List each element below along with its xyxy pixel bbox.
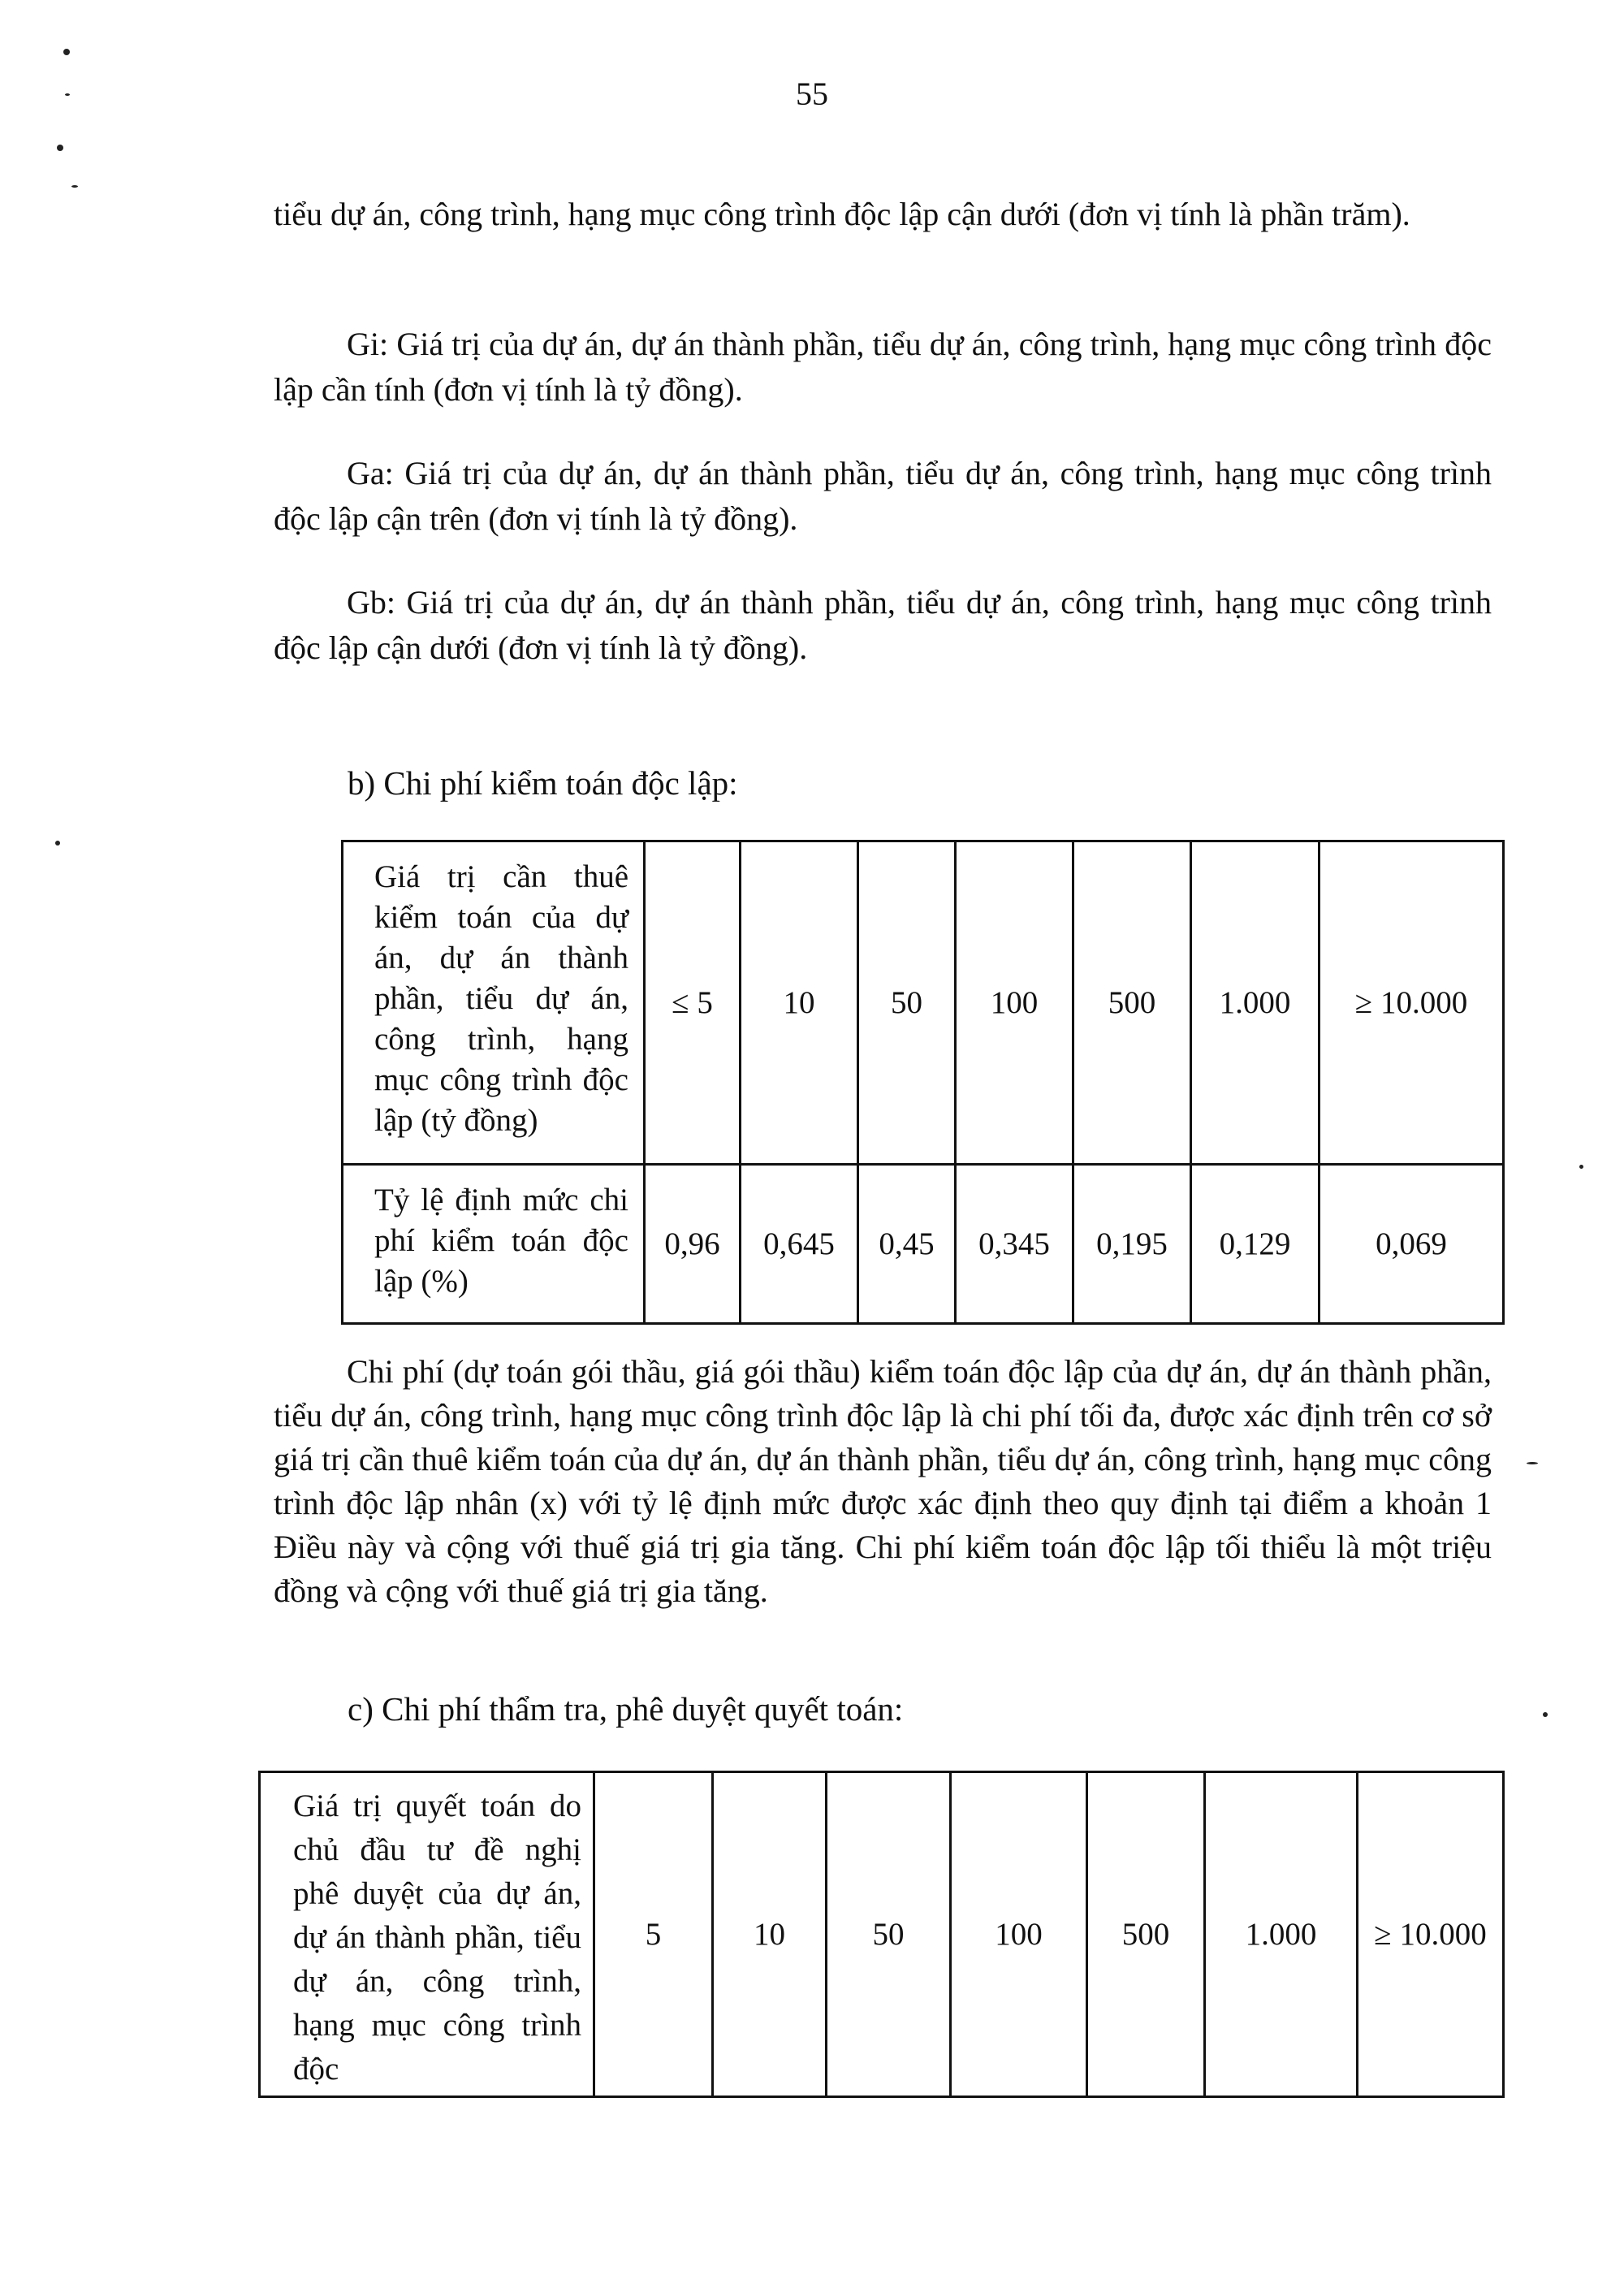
scan-speck xyxy=(55,841,60,846)
table-cell: 0,645 xyxy=(741,1165,858,1324)
paragraph-ga-definition: Ga: Giá trị của dự án, dự án thành phần, tiểu dự án, công trình, hạng mục công trình độc lập cận trên (đơn vị tính là tỷ đồng). xyxy=(274,455,1492,537)
audit-value-label: Giá trị cần thuê kiểm toán của dự án, dự án thành phần, tiểu dự án, công trình, hạng mục công trình độc lập (tỷ đồng) xyxy=(343,841,645,1165)
scan-speck xyxy=(1579,1165,1583,1169)
table-row xyxy=(343,1165,1504,1324)
table-cell: ≥ 10.000 xyxy=(1320,841,1504,1165)
audit-rate-label: Tỷ lệ định mức chi phí kiểm toán độc lập (%) xyxy=(343,1165,645,1324)
scan-speck xyxy=(57,145,63,151)
table-cell: 1.000 xyxy=(1191,841,1320,1165)
scan-speck xyxy=(1527,1462,1538,1464)
table-cell: 0,069 xyxy=(1320,1165,1504,1324)
table-row xyxy=(343,841,1504,1165)
scan-speck xyxy=(71,185,78,188)
paragraph-gi-definition: Gi: Giá trị của dự án, dự án thành phần, tiểu dự án, công trình, hạng mục công trình độc lập cần tính (đơn vị tính là tỷ đồng). xyxy=(274,326,1492,408)
table-cell: 500 xyxy=(1073,841,1191,1165)
table-cell: 0,195 xyxy=(1073,1165,1191,1324)
table-cell: 1.000 xyxy=(1205,1772,1358,2097)
table-cell: 5 xyxy=(594,1772,713,2097)
scan-speck xyxy=(63,49,70,55)
audit-fee-table xyxy=(341,840,1505,1325)
table-cell: ≤ 5 xyxy=(645,841,741,1165)
table-cell: 10 xyxy=(713,1772,827,2097)
table-cell: 10 xyxy=(741,841,858,1165)
section-heading-c: c) Chi phí thẩm tra, phê duyệt quyết toán: xyxy=(348,1690,904,1728)
table-cell: 0,345 xyxy=(956,1165,1073,1324)
table-cell: 50 xyxy=(858,841,956,1165)
table-cell: 50 xyxy=(827,1772,951,2097)
scan-speck xyxy=(65,93,70,96)
page-number: 55 xyxy=(796,76,828,112)
table-cell: 100 xyxy=(956,841,1073,1165)
paragraph-audit-cost: Chi phí (dự toán gói thầu, giá gói thầu) kiểm toán độc lập của dự án, dự án thành phần, tiểu dự án, công trình, hạng mục công trình độc lập là chi phí tối đa, được xác định trên cơ sở giá trị cần thuê kiểm toán của dự án, dự án thành phần, tiểu dự án, công trình, hạng mục công trình độc lập nhân (x) với tỷ lệ định mức được xác định theo quy định tại điểm a khoản 1 Điều này và cộng với thuế giá trị gia tăng. Chi phí kiểm toán độc lập tối thiểu là một triệu đồng và cộng với thuế giá trị gia tăng. xyxy=(274,1353,1492,1609)
table-cell: 0,45 xyxy=(858,1165,956,1324)
table-row xyxy=(260,1772,1504,2097)
scan-speck xyxy=(1543,1712,1548,1717)
section-heading-b: b) Chi phí kiểm toán độc lập: xyxy=(348,764,738,802)
table-cell: 0,129 xyxy=(1191,1165,1320,1324)
table-cell: ≥ 10.000 xyxy=(1358,1772,1504,2097)
paragraph-continuation: tiểu dự án, công trình, hạng mục công trình độc lập cận dưới (đơn vị tính là phần trăm). xyxy=(274,196,1410,232)
table-cell: 500 xyxy=(1087,1772,1205,2097)
paragraph-gb-definition: Gb: Giá trị của dự án, dự án thành phần, tiểu dự án, công trình, hạng mục công trình độc lập cận dưới (đơn vị tính là tỷ đồng). xyxy=(274,584,1492,666)
settlement-value-label: Giá trị quyết toán do chủ đầu tư đề nghị phê duyệt của dự án, dự án thành phần, tiểu dự án, công trình, hạng mục công trình độc xyxy=(260,1772,594,2097)
settlement-review-table xyxy=(258,1771,1505,2098)
table-cell: 100 xyxy=(951,1772,1087,2097)
table-cell: 0,96 xyxy=(645,1165,741,1324)
